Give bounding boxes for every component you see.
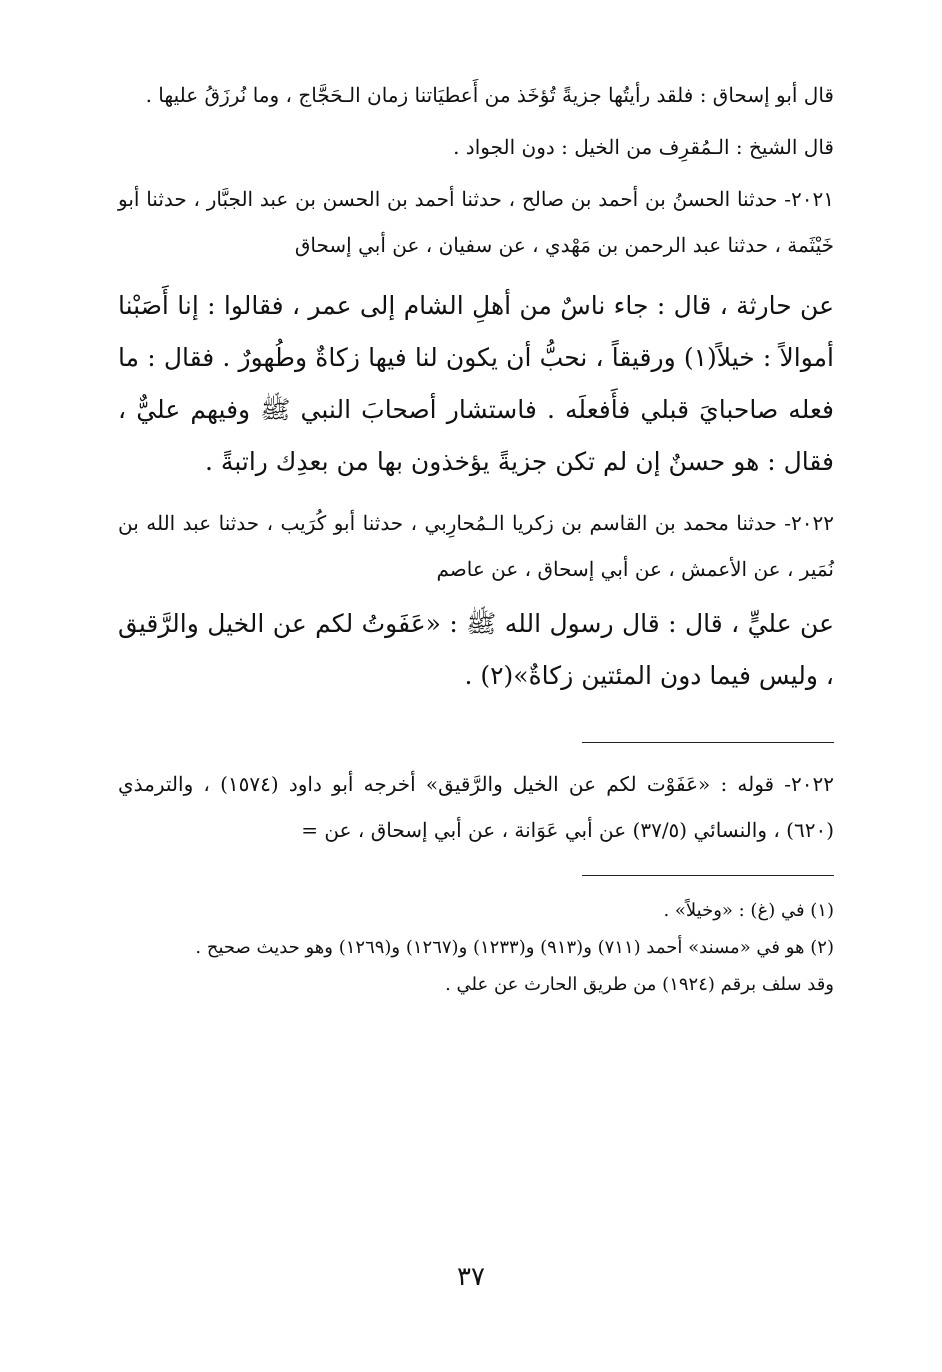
hadith-2022-isnad: ٢٠٢٢- حدثنا محمد بن القاسم بن زكريا الـمُحارِبي ، حدثنا أبو كُرَيب ، حدثنا عبد الله بن نُمَير ، عن الأعمش ، عن أبي إسحاق ، عن عاصم — [118, 511, 834, 581]
footnote-2-continuation: وقد سلف برقم (١٩٢٤) من طريق الحارث عن علي . — [445, 974, 834, 995]
footnotes — [118, 892, 834, 1003]
footnote-2: (٢) هو في «مسند» أحمد (٧١١) و(٩١٣) و(١٢٣٣) و(١٢٦٧) و(١٢٦٩) وهو حديث صحيح . — [195, 937, 834, 958]
page-number: ٣٧ — [457, 1262, 485, 1292]
footnote-1: (١) في (غ) : «وخيلاً» . — [663, 900, 834, 921]
paragraph-sheikh-remark: قال الشيخ : الـمُقرِف من الخيل : دون الجواد . — [453, 135, 834, 159]
hadith-2021-isnad: ٢٠٢١- حدثنا الحسنُ بن أحمد بن صالح ، حدثنا أحمد بن الحسن بن عبد الجبَّار ، حدثنا أبو خَيْثَمة ، حدثنا عبد الرحمن بن مَهْدي ، عن سفيان ، عن أبي إسحاق — [118, 187, 834, 257]
hadith-2022-matn: عن عليٍّ ، قال : قال رسول الله ﷺ : «عَفَوتُ لكم عن الخيل والرَّقيق ، وليس فيما دون المئتين زكاةٌ»(٢) . — [118, 609, 834, 690]
reference-note: ٢٠٢٢- قوله : «عَفَوْت لكم عن الخيل والرَّقيق» أخرجه أبو داود (١٥٧٤) ، والترمذي (٦٢٠) ، والنسائي (٣٧/٥) عن أبي عَوَانة ، عن أبي إسحاق ، عن = — [118, 772, 834, 842]
footnote-divider — [582, 875, 834, 876]
page-body — [118, 72, 834, 1003]
paragraph-abu-ishaq-remark: قال أبو إسحاق : فلقد رأيتُها جزيةً تُؤخَذ من أَعطيَاتنا زمان الـحَجَّاج ، وما نُرزَقُ عليها . — [145, 83, 834, 107]
hadith-2021-matn: عن حارثة ، قال : جاء ناسٌ من أهلِ الشام إلى عمر ، فقالوا : إنا أَصَبْنا أموالاً : خيلاً(١) ورقيقاً ، نحبُّ أن يكون لنا فيها زكاةٌ وطُهورٌ . فقال : ما فعله صاحبايَ قبلي فأَفعلَه . فاستشار أصحابَ النبي ﷺ وفيهم عليٌّ ، فقال : هو حسنٌ إن لم تكن جزيةً يؤخذون بها من بعدِك راتبةً . — [118, 291, 834, 476]
reference-divider — [582, 742, 834, 743]
